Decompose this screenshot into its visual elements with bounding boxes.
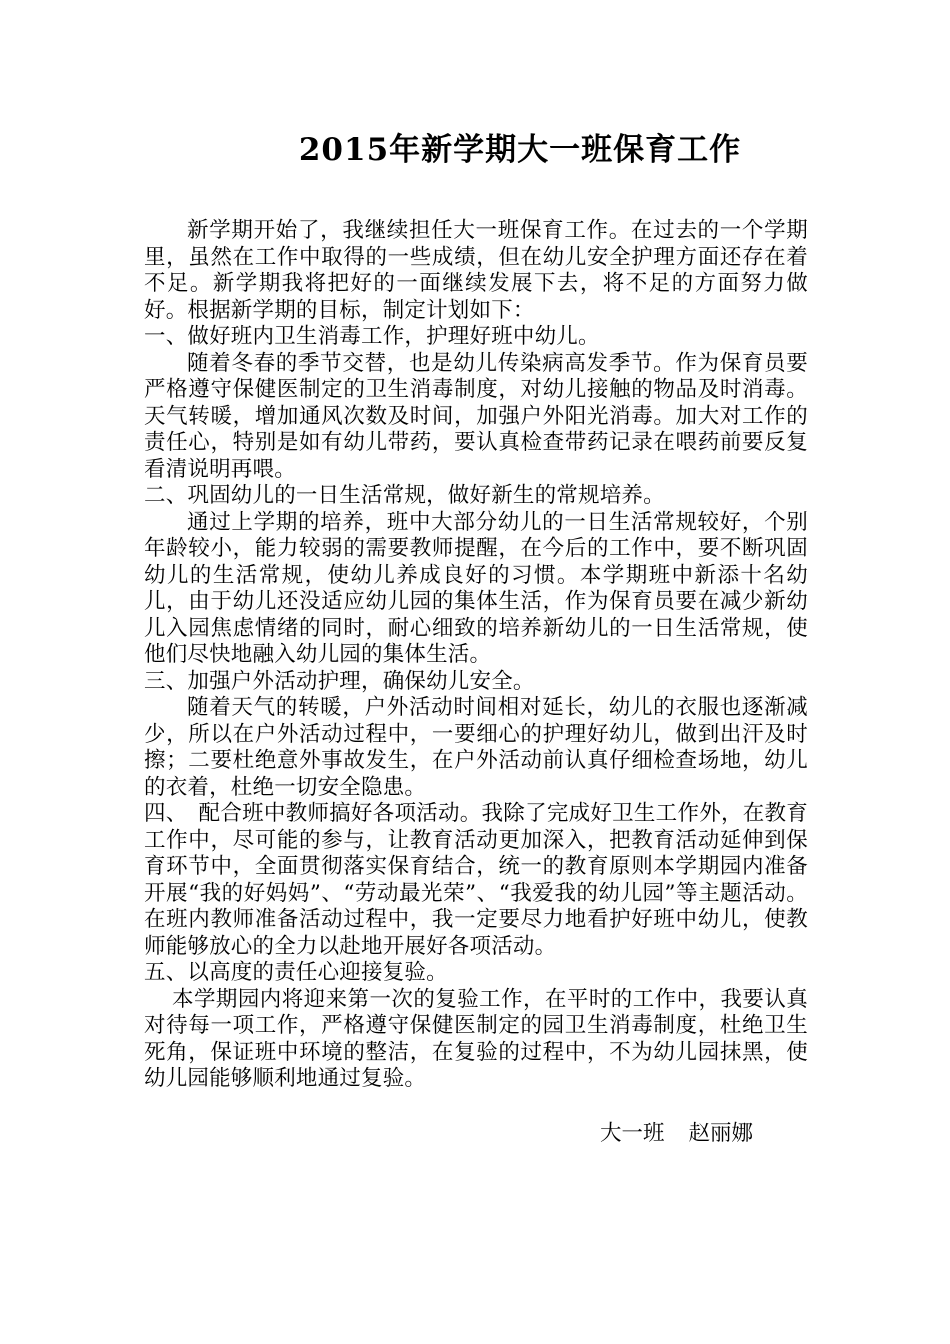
signature-author: 赵丽娜	[688, 1121, 754, 1146]
paragraph-section-3: 随着天气的转暖，户外活动时间相对延长，幼儿的衣服也逐渐减少，所以在户外活动过程中，一要细心的护理好幼儿，做到出汗及时擦；二要杜绝意外事故发生，在户外活动前认真仔细检查场地，幼儿的衣着，杜绝一切安全隐患。	[144, 695, 808, 800]
section-heading-5: 五、以高度的责任心迎接复验。	[144, 960, 448, 985]
section-heading-4: 四、 配合班中教师搞好各项活动。我除了完成好卫生工作外，在教育工作中，尽可能的参与，让教育活动更加深入，把教育活动延伸到保育环节中，全面贯彻落实保育结合，统一的教育原则本学期园内准备开展“我的好妈妈”、“劳动最光荣”、“我爱我的幼儿园”等主题活动。在班内教师准备活动过程中，我一定要尽力地看护好班中幼儿，使教师能够放心的全力以赴地开展好各项活动。	[144, 801, 808, 959]
paragraph-section-5: 本学期园内将迎来第一次的复验工作，在平时的工作中，我要认真对待每一项工作，严格遵守保健医制定的园卫生消毒制度，杜绝卫生死角，保证班中环境的整洁，在复验的过程中，不为幼儿园抹黑，使幼儿园能够顺利地通过复验。	[144, 986, 808, 1091]
paragraph-intro: 新学期开始了，我继续担任大一班保育工作。在过去的一个学期里，虽然在工作中取得的一些成绩，但在幼儿安全护理方面还存在着不足。新学期我将把好的一面继续发展下去，将不足的方面努力做好。根据新学期的目标，制定计划如下：	[144, 218, 808, 323]
signature-class: 大一班	[600, 1121, 665, 1146]
paragraph-section-2: 通过上学期的培养，班中大部分幼儿的一日生活常规较好，个别年龄较小，能力较弱的需要教师提醒，在今后的工作中，要不断巩固幼儿的生活常规，使幼儿养成良好的习惯。本学期班中新添十名幼儿，由于幼儿还没适应幼儿园的集体生活，作为保育员要在减少新幼儿入园焦虑情绪的同时，耐心细致的培养新幼儿的一日生活常规，使他们尽快地融入幼儿园的集体生活。	[144, 509, 808, 667]
document-body	[144, 218, 808, 1093]
paragraph-section-1: 随着冬春的季节交替，也是幼儿传染病高发季节。作为保育员要严格遵守保健医制定的卫生消毒制度，对幼儿接触的物品及时消毒。天气转暖，增加通风次数及时间，加强户外阳光消毒。加大对工作的责任心，特别是如有幼儿带药，要认真检查带药记录在喂药前要反复看清说明再喂。	[144, 350, 808, 482]
signature	[600, 1120, 753, 1148]
section-heading-2: 二、巩固幼儿的一日生活常规，做好新生的常规培养。	[144, 483, 665, 508]
section-heading-3: 三、加强户外活动护理，确保幼儿安全。	[144, 668, 535, 694]
section-heading-1: 一、做好班内卫生消毒工作，护理好班中幼儿。	[144, 324, 600, 349]
document-title: 2015年新学期大一班保育工作	[298, 132, 742, 168]
